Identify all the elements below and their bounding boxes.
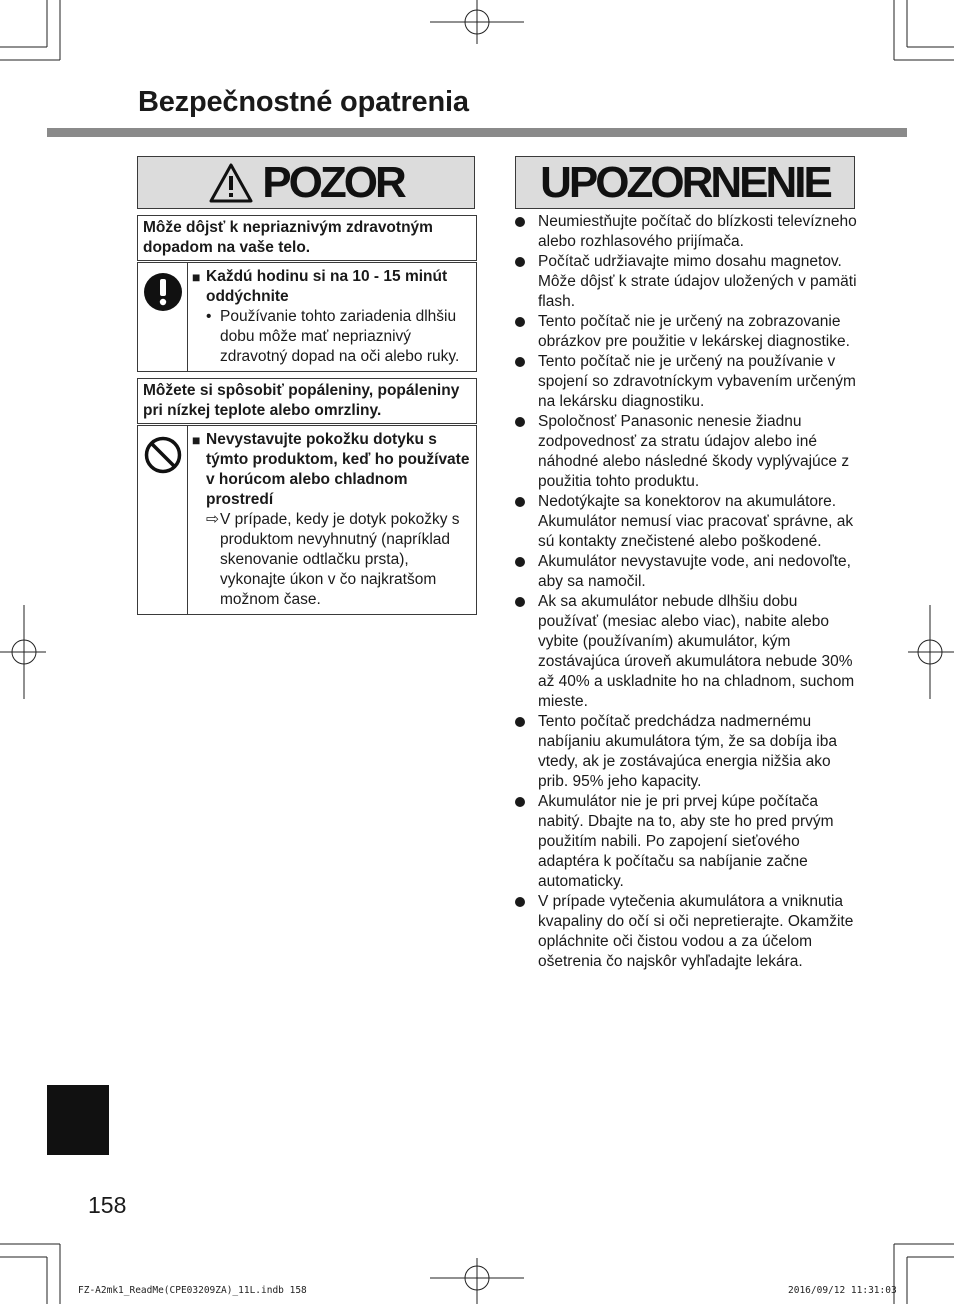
upozornenie-heading: UPOZORNENIE <box>540 157 830 207</box>
item-detail-row <box>192 307 472 367</box>
item-title: Nevystavujte pokožku dotyku s týmto produktom, keď ho používate v horúcom alebo chladnom prostredí <box>206 431 470 508</box>
square-bullet-icon: ■ <box>192 432 201 448</box>
bullet-dot-icon <box>515 352 538 412</box>
list-item-text: Spoločnosť Panasonic nenesie žiadnu zodpovednosť za stratu údajov alebo iné náhodné alebo následné škody vyplývajúce z použitia tohto produktu. <box>538 413 850 490</box>
page-title: Bezpečnostné opatrenia <box>138 86 469 118</box>
upozornenie-list <box>515 212 860 972</box>
list-item <box>515 792 860 892</box>
bullet-dot-icon <box>515 252 538 312</box>
list-item <box>515 712 860 792</box>
list-item <box>515 212 860 252</box>
list-item-text: Akumulátor nie je pri prvej kúpe počítača nabitý. Dbajte na to, aby ste ho pred prvým použitím nabili. Po zapojení sieťového adaptéra k počítaču sa nabíjanie začne automaticky. <box>538 793 834 890</box>
list-item-text: Neumiestňujte počítač do blízkosti televízneho alebo rozhlasového prijímača. <box>538 213 857 250</box>
list-item-text: Počítač udržiavajte mimo dosahu magnetov. Môže dôjsť k strate údajov uložených v pamäti flash. <box>538 253 857 310</box>
list-item <box>515 412 860 492</box>
pozor-subhead-burns: Môžete si spôsobiť popáleniny, popáleniny pri nízkej teplote alebo omrzliny. <box>137 378 477 424</box>
square-bullet-icon: ■ <box>192 269 201 285</box>
bullet-dot-icon <box>515 492 538 552</box>
icon-cell <box>138 263 188 371</box>
warning-triangle-icon <box>208 162 254 204</box>
bullet-dot-icon <box>515 412 538 492</box>
item-title: Každú hodinu si na 10 - 15 minút oddýchnite <box>206 268 448 305</box>
item-detail: V prípade, kedy je dotyk pokožky s produktom nevyhnutný (napríklad skenovanie odtlačku prsta), vykonajte úkon v čo najkratšom možnom čase. <box>220 511 460 608</box>
box-text <box>188 426 476 614</box>
bullet-dot-icon <box>515 552 538 592</box>
pozor-header <box>137 156 475 209</box>
list-item-text: Tento počítač nie je určený na zobrazovanie obrázkov pre použitie v lekárskej diagnostike. <box>538 313 850 350</box>
list-item <box>515 552 860 592</box>
chapter-tab <box>47 1085 109 1155</box>
list-item <box>515 312 860 352</box>
bullet-dot-icon <box>515 712 538 792</box>
title-rule <box>47 128 907 137</box>
list-item <box>515 252 860 312</box>
list-item-text: Tento počítač nie je určený na používanie v spojení so zdravotníckym vybavením určeným na lekársku diagnostiku. <box>538 353 856 410</box>
list-item-text: Ak sa akumulátor nebude dlhšiu dobu používať (mesiac alebo viac), nabite alebo vybite (používaním) akumulátor, kým zostávajúca úroveň akumulátora nebude 30% až 40% a uskladnite ho na chladnom, suchom mieste. <box>538 593 855 710</box>
list-item <box>515 592 860 712</box>
list-item-text: Nedotýkajte sa konektorov na akumulátore. Akumulátor nemusí viac pracovať správne, ak sú kontakty znečistené alebo poškodené. <box>538 493 854 550</box>
page-number: 158 <box>88 1192 127 1218</box>
list-item-text: Tento počítač predchádza nadmernému nabíjaniu akumulátora tým, že sa dobíja iba vtedy, ak je zostávajúca energia nižšia ako prib. 95% jeho kapacity. <box>538 713 837 790</box>
item-detail-row <box>192 510 472 610</box>
icon-cell <box>138 426 188 614</box>
bullet-dot-icon <box>515 792 538 892</box>
list-item <box>515 892 860 972</box>
bullet-dot-icon <box>515 212 538 252</box>
list-item-text: V prípade vytečenia akumulátora a vniknutia kvapaliny do očí si oči nepretierajte. Okamžite opláchnite oči čistou vodou a za účelom ošetrenia čo najskôr vyhľadajte lekára. <box>538 893 854 970</box>
pozor-subhead-health: Môže dôjsť k nepriaznivým zdravotným dopadom na vaše telo. <box>137 215 477 261</box>
pozor-box-rest <box>137 262 477 372</box>
pozor-box-skin <box>137 425 477 615</box>
pozor-heading: POZOR <box>262 157 404 207</box>
prohibited-icon <box>143 435 183 475</box>
list-item <box>515 492 860 552</box>
list-item-text: Akumulátor nevystavujte vode, ani nedovoľte, aby sa namočil. <box>538 553 851 590</box>
bullet-dot-icon <box>515 592 538 712</box>
bullet-dot-icon <box>515 892 538 972</box>
upozornenie-header <box>515 156 855 209</box>
arrow-marker-icon: ⇨ <box>206 511 219 528</box>
box-text <box>188 263 476 371</box>
list-item <box>515 352 860 412</box>
bullet-marker: • <box>206 308 212 325</box>
item-title-row <box>192 267 472 307</box>
exclamation-icon <box>143 272 183 312</box>
item-detail: Používanie tohto zariadenia dlhšiu dobu môže mať nepriaznivý zdravotný dopad na oči alebo ruky. <box>220 308 460 365</box>
item-title-row <box>192 430 472 510</box>
footer-file-info: FZ-A2mk1_ReadMe(CPE03209ZA)_11L.indb 158 <box>78 1285 307 1296</box>
footer-timestamp: 2016/09/12 11:31:03 <box>788 1285 897 1296</box>
bullet-dot-icon <box>515 312 538 352</box>
